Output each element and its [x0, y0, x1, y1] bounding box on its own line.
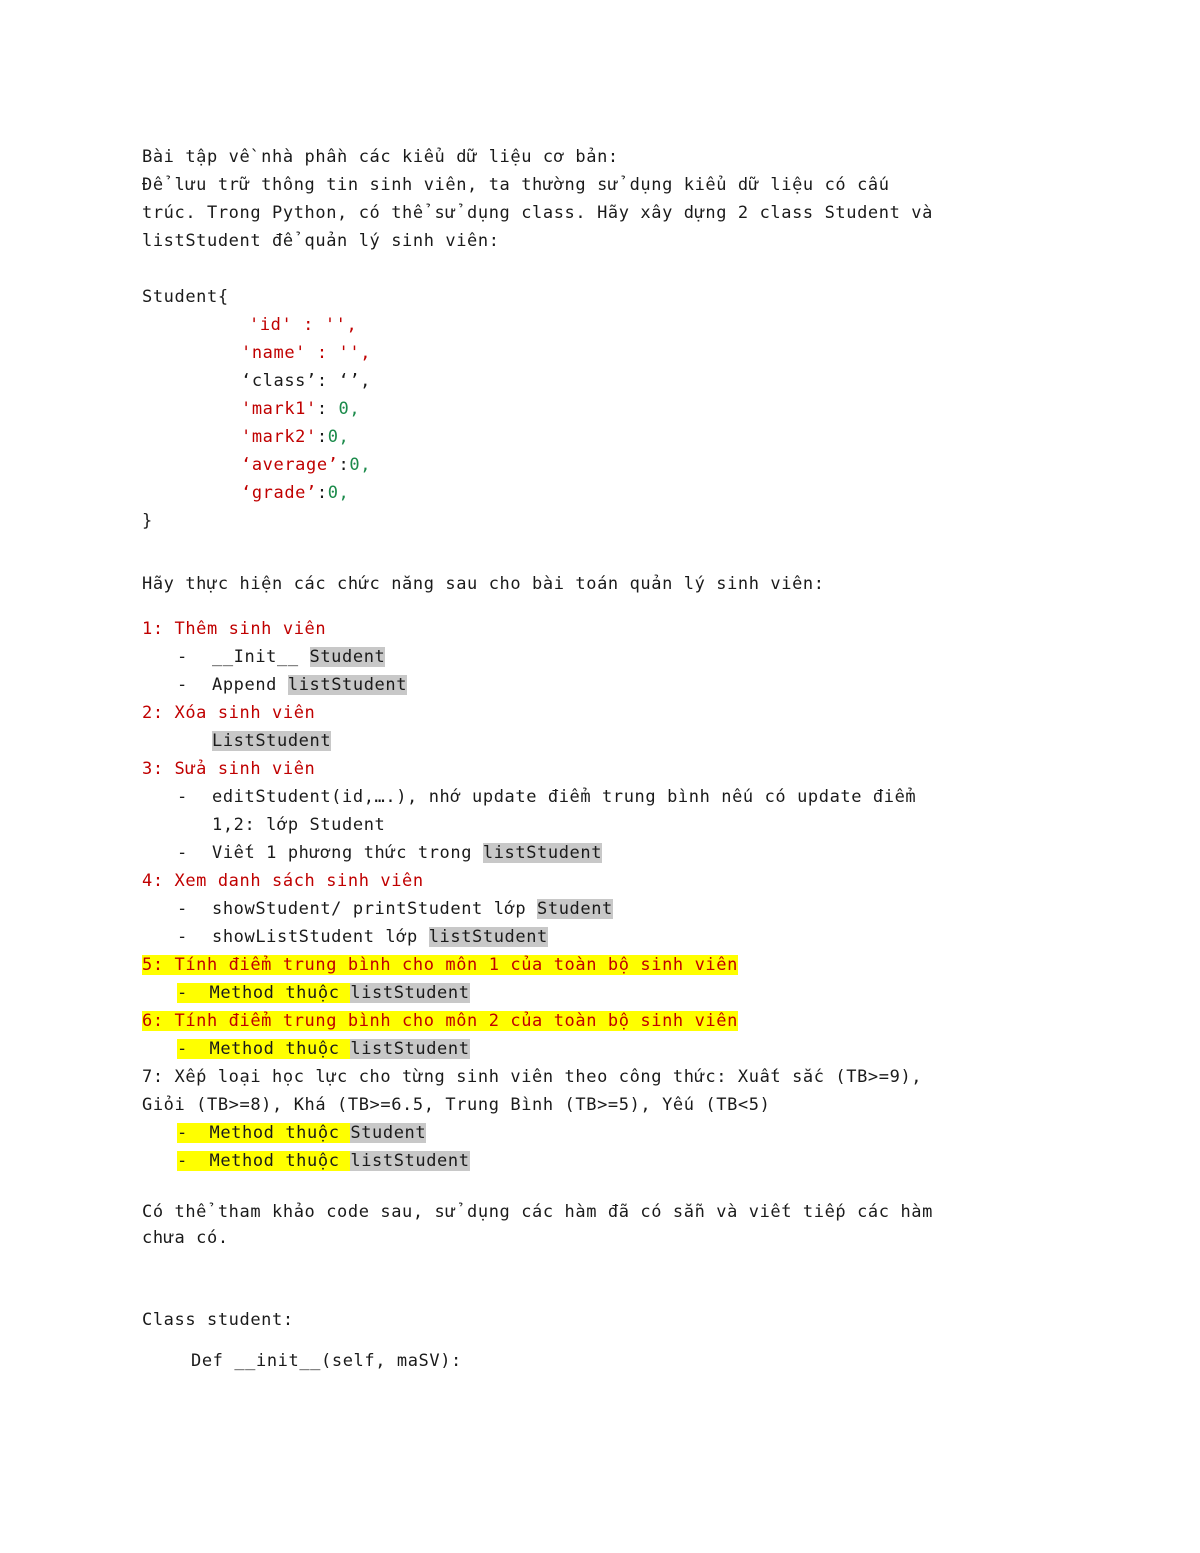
task3-bullet-2-text: Viết 1 phương thức trong	[212, 843, 483, 863]
task1-title: 1: Thêm sinh viên	[142, 619, 327, 639]
task4-bullet-2-highlight: listStudent	[428, 927, 548, 947]
task4-bullet-dash-2: -	[177, 927, 188, 947]
struct-mark2	[241, 425, 349, 449]
outro-line-2: chưa có.	[142, 1228, 229, 1248]
task3-bullet-2	[212, 841, 602, 865]
task3-bullet-1-line-1: editStudent(id,….), nhớ update điểm trung bình nếu có update điểm	[212, 787, 917, 807]
struct-average-sep: :	[338, 455, 350, 475]
task1-bullet-2-text: Append	[212, 675, 288, 695]
struct-id-rest: : '',	[292, 315, 358, 335]
task3-title: 3: Sửa sinh viên	[142, 759, 316, 779]
task2-title: 2: Xóa sinh viên	[142, 703, 316, 723]
struct-mark2-val: 0,	[327, 427, 350, 447]
struct-mark1-sep: :	[316, 399, 339, 419]
task5-bullet-1-highlight: listStudent	[350, 983, 470, 1003]
task6-bullet-1	[177, 1037, 470, 1061]
struct-grade-sep: :	[316, 483, 328, 503]
task7-bullet-2	[177, 1149, 470, 1173]
struct-id	[249, 313, 357, 337]
struct-grade	[241, 481, 349, 505]
code-def-line: Def __init__(self, maSV):	[191, 1351, 462, 1371]
struct-class: ‘class’: ‘’,	[241, 371, 372, 391]
task3-bullet-2-highlight: listStudent	[482, 843, 603, 863]
task4-bullet-2	[212, 925, 548, 949]
task3-bullet-dash-2: -	[177, 843, 188, 863]
struct-mark2-sep: :	[316, 427, 328, 447]
intro-line-3: trúc. Trong Python, có thể sử dụng class. Hãy xây dựng 2 class Student và	[142, 203, 933, 223]
task7-line-1: 7: Xếp loại học lực cho từng sinh viên theo công thức: Xuất sắc (TB>=9),	[142, 1067, 923, 1087]
task4-bullet-2-text: showListStudent lớp	[212, 927, 429, 947]
struct-close: }	[142, 511, 153, 531]
task5-bullet-1	[177, 981, 470, 1005]
struct-mark1-val: 0,	[338, 399, 361, 419]
struct-mark1	[241, 397, 360, 421]
task4-bullet-1-text: showStudent/ printStudent lớp	[212, 899, 538, 919]
struct-mark1-key: 'mark1'	[241, 399, 317, 419]
task6-bullet-1-highlight: listStudent	[350, 1039, 470, 1059]
task7-bullet-1-highlight: Student	[350, 1123, 427, 1143]
task4-bullet-1	[212, 897, 613, 921]
intro-line-4: listStudent để quản lý sinh viên:	[142, 231, 500, 251]
task1-bullet-dash-1: -	[177, 647, 188, 667]
struct-name-key: 'name'	[241, 343, 307, 363]
task4-title: 4: Xem danh sách sinh viên	[142, 871, 424, 891]
task7-line-2: Giỏi (TB>=8), Khá (TB>=6.5, Trung Bình (TB>=5), Yếu (TB<5)	[142, 1095, 771, 1115]
task6-title	[142, 1009, 738, 1033]
task1-bullet-2-highlight: listStudent	[287, 675, 408, 695]
task7-bullet-2-highlight: listStudent	[350, 1151, 470, 1171]
task7-bullet-1	[177, 1121, 426, 1145]
struct-name-rest: : '',	[306, 343, 372, 363]
task1-bullet-1-text: __Init__	[212, 647, 310, 667]
task5-bullet-1-text: - Method thuộc	[177, 983, 351, 1003]
intro-line-2: Để lưu trữ thông tin sinh viên, ta thường sử dụng kiểu dữ liệu có cấu	[142, 175, 890, 195]
task-intro: Hãy thực hiện các chức năng sau cho bài toán quản lý sinh viên:	[142, 574, 825, 594]
task1-bullet-1	[212, 645, 385, 669]
struct-average-key: ‘average’	[241, 455, 339, 475]
task3-bullet-dash-1: -	[177, 787, 188, 807]
struct-grade-val: 0,	[327, 483, 350, 503]
struct-id-key: 'id'	[249, 315, 293, 335]
task7-bullet-1-text: - Method thuộc	[177, 1123, 351, 1143]
outro-line-1: Có thể tham khảo code sau, sử dụng các hàm đã có sẵn và viết tiếp các hàm	[142, 1202, 933, 1222]
task2-highlight: ListStudent	[212, 731, 332, 751]
task1-bullet-dash-2: -	[177, 675, 188, 695]
struct-average	[241, 453, 371, 477]
task3-bullet-1-line-2: 1,2: lớp Student	[212, 815, 386, 835]
struct-average-val: 0,	[349, 455, 372, 475]
task4-bullet-1-highlight: Student	[537, 899, 613, 919]
task1-bullet-1-highlight: Student	[309, 647, 386, 667]
task5-title-text: 5: Tính điểm trung bình cho môn 1 của toàn bộ sinh viên	[142, 955, 738, 975]
task6-bullet-1-text: - Method thuộc	[177, 1039, 351, 1059]
task6-title-text: 6: Tính điểm trung bình cho môn 2 của toàn bộ sinh viên	[142, 1011, 738, 1031]
struct-open: Student{	[142, 287, 229, 307]
struct-grade-key: ‘grade’	[241, 483, 317, 503]
intro-line-1: Bài tập về nhà phần các kiểu dữ liệu cơ bản:	[142, 147, 619, 167]
task1-bullet-2	[212, 673, 407, 697]
task4-bullet-dash-1: -	[177, 899, 188, 919]
struct-mark2-key: 'mark2'	[241, 427, 317, 447]
struct-name	[241, 341, 371, 365]
task2-item	[212, 729, 331, 753]
code-class-line: Class student:	[142, 1310, 294, 1330]
task5-title	[142, 953, 738, 977]
task7-bullet-2-text: - Method thuộc	[177, 1151, 351, 1171]
